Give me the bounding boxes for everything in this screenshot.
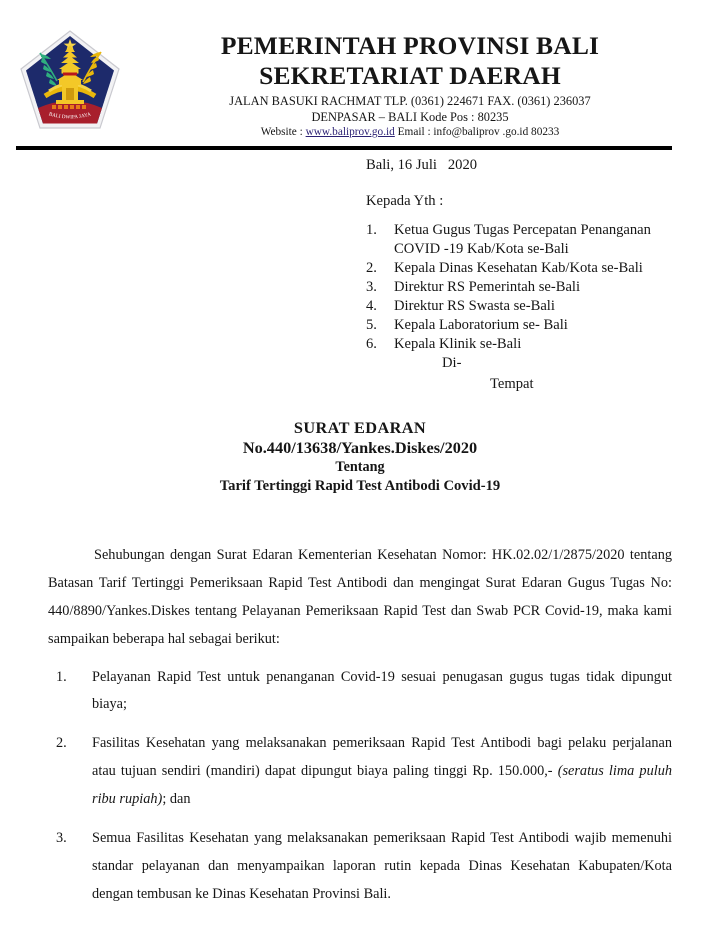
list-item-label: Direktur RS Pemerintah se-Bali — [394, 279, 581, 296]
list-item — [366, 297, 696, 316]
document-body — [48, 542, 672, 920]
document-type-heading: SURAT EDARAN — [293, 418, 427, 437]
list-item-number: 5. — [366, 317, 377, 334]
list-item — [48, 825, 672, 909]
document-about-label: Tentang — [335, 459, 385, 476]
org-name-line1: PEMERINTAH PROVINSI BALI — [220, 31, 600, 60]
org-name-line2: SEKRETARIAT DAERAH — [259, 60, 561, 90]
list-item-label: Kepala Klinik se-Bali — [394, 336, 522, 352]
bali-provincial-government-emblem-icon — [18, 28, 122, 132]
list-item-text-tail: ; dan — [162, 791, 191, 807]
list-item-number: 2. — [56, 735, 67, 752]
letterhead-divider-rule — [16, 146, 672, 150]
list-item-number: 6. — [366, 336, 377, 352]
list-item-number: 4. — [366, 298, 377, 315]
list-item — [366, 335, 696, 354]
list-item — [48, 730, 672, 814]
office-city-postal-line: DENPASAR – BALI Kode Pos : 80235 — [311, 110, 509, 125]
document-subject: Tarif Tertinggi Rapid Test Antibodi Covid-19 — [219, 478, 501, 495]
addressee-block — [366, 158, 696, 394]
letter-date: Bali, 16 Juli 2020 — [366, 157, 478, 173]
letterhead — [0, 0, 720, 146]
list-item-text-italic: (seratus lima puluh ribu rupiah) — [92, 763, 672, 807]
office-address-line: JALAN BASUKI RACHMAT TLP. (0361) 224671 FAX. (0361) 236037 — [229, 94, 591, 109]
list-item-number: 3. — [56, 829, 67, 846]
list-item — [366, 316, 696, 335]
list-item-text: Fasilitas Kesehatan yang melaksanakan pemeriksaan Rapid Test Antibodi bagi pelaku perjalanan atau tujuan sendiri (mandiri) dapat dipungut biaya paling tinggi Rp. 150.000,- — [92, 735, 672, 780]
website-url-link[interactable]: www.baliprov.go.id — [305, 126, 395, 139]
list-item-number: 3. — [366, 279, 377, 296]
email-text: Email : info@baliprov .go.id 80233 — [394, 126, 560, 139]
list-item-number: 2. — [366, 260, 377, 277]
list-item-text: Pelayanan Rapid Test untuk penanganan Covid-19 sesuai penugasan gugus tugas tidak dipungut biaya; — [92, 668, 672, 713]
provisions-list — [48, 664, 672, 909]
list-item-label: Ketua Gugus Tugas Percepatan Penanganan COVID -19 Kab/Kota se-Bali — [394, 222, 651, 258]
document-number: No.440/13638/Yankes.Diskes/2020 — [242, 437, 478, 457]
list-item — [48, 664, 672, 720]
list-item-label: Direktur RS Swasta se-Bali — [394, 298, 555, 315]
document-title-block — [48, 418, 672, 497]
list-item-number: 1. — [366, 222, 377, 239]
addressee-salutation: Kepada Yth : — [366, 192, 444, 209]
website-label: Website : — [260, 126, 306, 139]
office-web-email-line — [130, 125, 690, 140]
addressee-di-label: Di- — [442, 354, 462, 371]
list-item-text: Semua Fasilitas Kesehatan yang melaksanakan pemeriksaan Rapid Test Antibodi wajib memenuhi standar pelayanan dan menyampaikan laporan rutin kepada Dinas Kesehatan Kabupaten/Kota dengan tembusan ke Dinas Kesehatan Provinsi Bali. — [92, 829, 672, 902]
opening-paragraph: Sehubungan dengan Surat Edaran Kementerian Kesehatan Nomor: HK.02.02/1/2875/2020 tentang Batasan Tarif Tertinggi Pemeriksaan Rapid Test Antibodi dan mengingat Surat Edaran Gugus Tugas No: 440/8890/Yankes.Diskes tentang Pelayanan Pemeriksaan Rapid Test dan Swab PCR Covid-19, maka kami sampaikan beberapa hal sebagai berikut: — [48, 547, 672, 647]
list-item-label: Kepala Laboratorium se- Bali — [394, 317, 568, 334]
list-item-number: 1. — [56, 668, 67, 685]
svg-text:BALI DWIPA JAYA: BALI DWIPA JAYA — [48, 111, 92, 121]
list-item — [366, 278, 696, 297]
list-item — [366, 221, 696, 259]
list-item — [366, 259, 696, 278]
addressee-tempat-label: Tempat — [490, 375, 534, 392]
recipient-list — [366, 221, 696, 354]
list-item-label: Kepala Dinas Kesehatan Kab/Kota se-Bali — [394, 260, 643, 277]
letterhead-text — [130, 32, 690, 140]
